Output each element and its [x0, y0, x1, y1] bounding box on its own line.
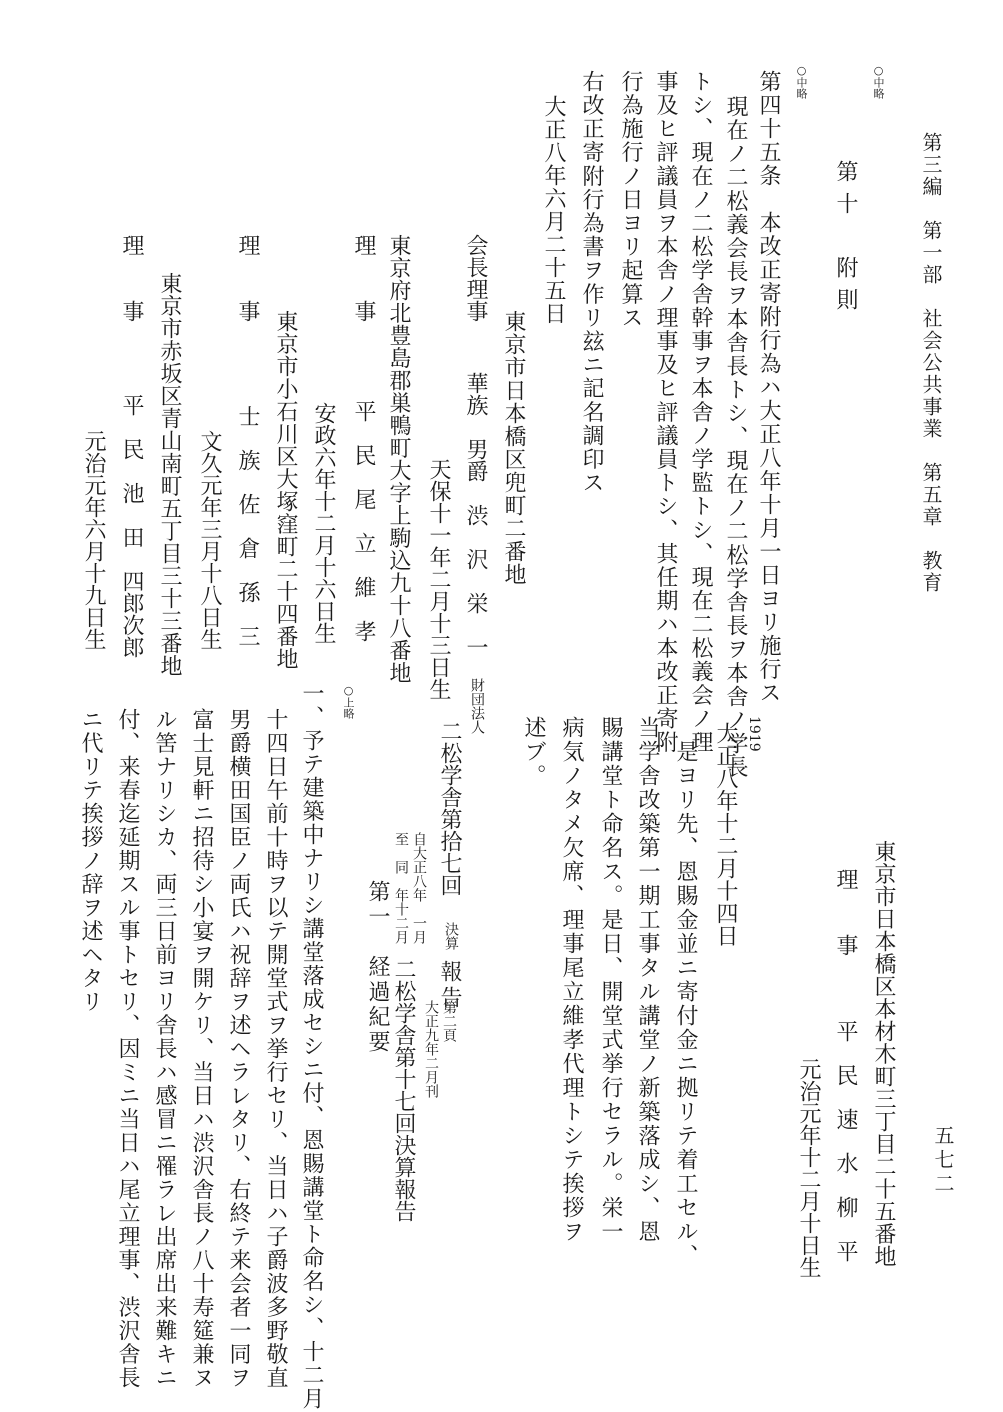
signatory-name: 士 族 佐 倉 孫 三 — [235, 405, 260, 647]
section-title: 第十 附則 — [833, 160, 858, 320]
signatory-role: 理 事 — [351, 234, 376, 322]
source-page: 第二頁 — [441, 1000, 457, 1042]
signatory-birth: 安政六年十二月十六日生 — [311, 402, 336, 644]
body-line: 男爵横田国臣ノ両氏ハ祝辞ヲ述ヘラレタリ、右終テ来会者一同ヲ — [226, 708, 251, 1390]
article-45-line: トシ、現在ノ二松学舎幹事ヲ本舎ノ学監トシ、現在二松義会ノ理 — [688, 70, 713, 755]
signatory-address: 東京市日本橋区兜町二番地 — [501, 310, 526, 586]
article-45-line: 行為施行ノ日ヨリ起算ス — [618, 70, 643, 330]
source-title: 二松学舎第拾七回 — [437, 720, 462, 896]
report-name: 二松学舎第十七回決算報告 — [391, 958, 416, 1222]
period-from: 自大正八年 一月 — [411, 832, 427, 944]
article-45-line: 現在ノ二松義会長ヲ本舎長トシ、現在ノ二松学舎長ヲ本舎ノ学長 — [723, 95, 748, 780]
signatory-address: 東京市小石川区大塚窪町二十四番地 — [273, 310, 298, 670]
body-line: ニ代リテ挨拶ノ辞ヲ述ヘタリ — [78, 708, 103, 1014]
page-number: 五七二 — [931, 1125, 955, 1197]
signatory-role: 会長理事 — [463, 234, 488, 322]
signatory-birth: 天保十一年二月十三日生 — [426, 458, 451, 700]
signatory-name: 平 民 尾 立 維 孝 — [351, 400, 376, 642]
signatory-role: 理 事 — [119, 234, 144, 322]
signatory-address: 東京市日本橋区本材木町三丁目二十五番地 — [871, 840, 896, 1268]
source-suffix: 報告 — [437, 960, 462, 1012]
omission-mark: ○中略 — [872, 64, 885, 99]
document-date: 大正八年六月二十五日 — [541, 95, 566, 325]
paragraph-line: 賜講堂ト命名ス。是日、開堂式挙行セラル。栄一 — [598, 716, 623, 1244]
omission-mark: ○中略 — [795, 64, 808, 99]
signatory-birth: 元治元年六月十九日生 — [81, 430, 106, 650]
signatory-birth: 元治元年十二月十日生 — [796, 1058, 821, 1278]
body-line: 付、来春迄延期スル事トセリ、因ミニ当日ハ尾立理事、渋沢舎長 — [115, 708, 140, 1390]
signatory-address: 東京市赤坂区青山南町五丁目三十三番地 — [157, 272, 182, 677]
closing-statement: 右改正寄附行為書ヲ作リ玆ニ記名調印ス — [579, 70, 604, 495]
paragraph-line: 是ヨリ先、恩賜金並ニ寄付金ニ拠リテ着工セル、 — [673, 740, 698, 1268]
source-published: 大正九年二月刊 — [423, 1000, 439, 1098]
running-header: 第三編 第一部 社会公共事業 第五章 教育 — [919, 132, 943, 594]
source-title-small: 決算 — [443, 922, 459, 950]
omission-mark: ○上略 — [342, 684, 355, 719]
year-annotation: 1919 — [746, 716, 762, 752]
article-45-heading: 第四十五条 本改正寄附行為ハ大正八年十月一日ヨリ施行ス — [756, 70, 781, 705]
signatory-name: 平 民 速 水 柳 平 — [833, 1020, 858, 1262]
signatory-address: 東京府北豊島郡巣鴨町大字上駒込九十八番地 — [386, 234, 411, 684]
signatory-name: 平 民 池 田 四郎次郎 — [119, 394, 144, 658]
source-prefix: 財団法人 — [469, 678, 485, 734]
period-to: 至 同 年十二月 — [393, 832, 409, 944]
body-line: 富士見軒ニ招待シ小宴ヲ開ケリ、当日ハ渋沢舎長ノ八十寿筵兼ヌ — [189, 708, 214, 1390]
paragraph-line: 述ブ。 — [521, 716, 546, 788]
section-heading: 第一 経過紀要 — [365, 880, 390, 1055]
paragraph-line: 当学舎改築第一期工事タル講堂ノ新築落成シ、恩 — [635, 716, 660, 1244]
body-line: ル筈ナリシカ、両三日前ヨリ舎長ハ感冒ニ罹ラレ出席出来難キニ — [152, 708, 177, 1390]
signatory-role: 理 事 — [833, 868, 858, 956]
article-45-line: 事及ヒ評議員ヲ本舎ノ理事及ヒ評議員トシ、其任期ハ本改正寄附 — [653, 70, 678, 755]
entry-date-heading: 大正八年十二月十四日 — [713, 722, 738, 947]
body-line: 十四日午前十時ヲ以テ開堂式ヲ挙行セリ、当日ハ子爵波多野敬直 — [263, 708, 288, 1390]
signatory-name: 華族 男爵 渋 沢 栄 一 — [463, 372, 488, 658]
signatory-role: 理 事 — [235, 234, 260, 322]
paragraph-line: 病気ノタメ欠席、理事尾立維孝代理トシテ挨拶ヲ — [559, 716, 584, 1244]
body-line: 一、予テ建築中ナリシ講堂落成セシニ付、恩賜講堂ト命名シ、十二月 — [299, 682, 324, 1411]
signatory-birth: 文久元年三月十八日生 — [197, 430, 222, 650]
